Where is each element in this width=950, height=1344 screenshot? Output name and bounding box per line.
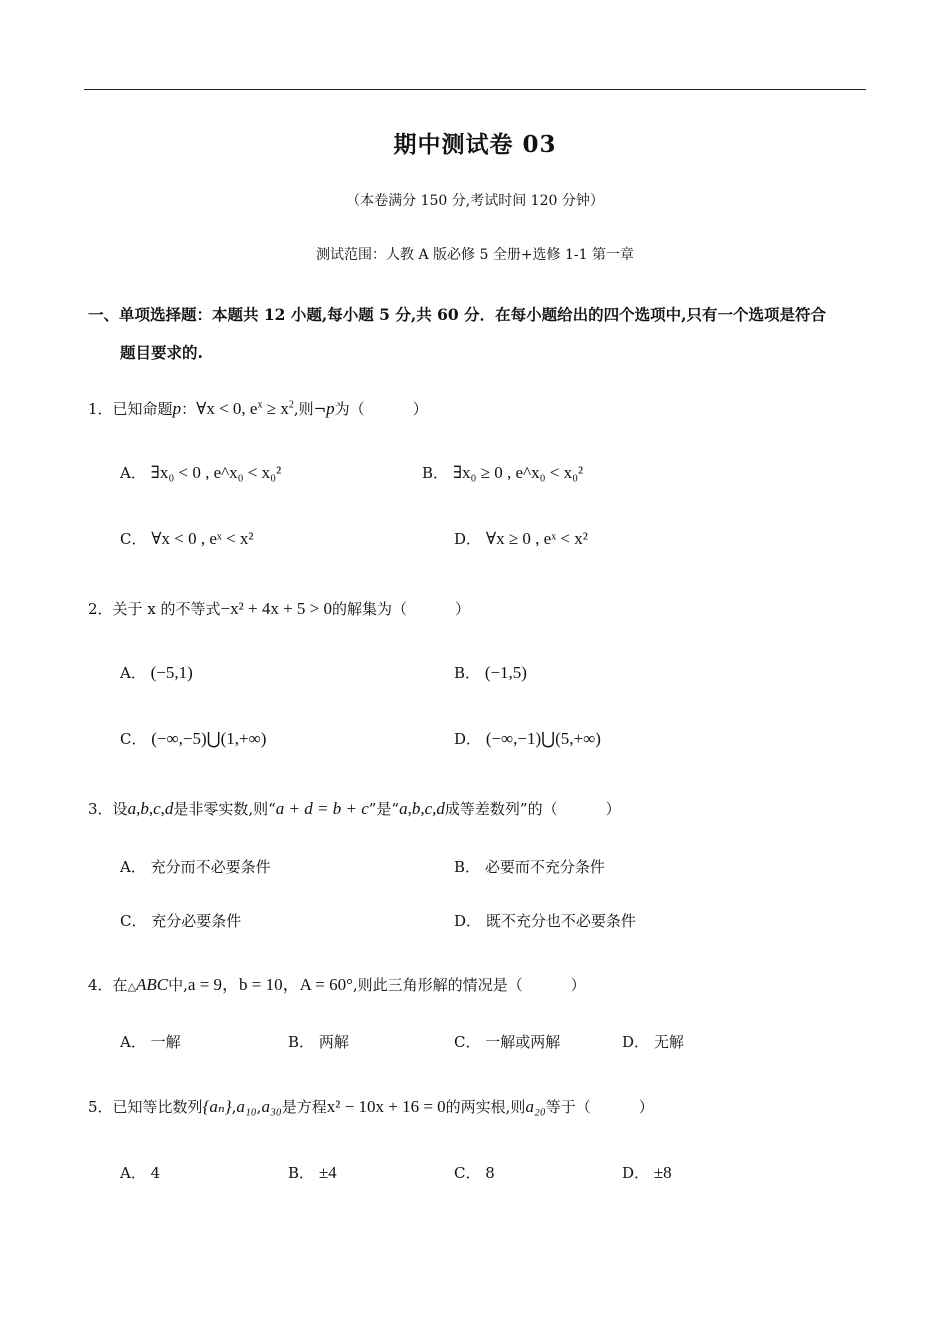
- question-number: 1．: [88, 400, 113, 418]
- math-expression: a + d = b + c: [275, 799, 369, 818]
- section-heading: [88, 296, 868, 372]
- option-2a[interactable]: A． (−5,1): [120, 663, 193, 682]
- question-5: 5．已知等比数列{aₙ},a₁₀,a₃₀是方程x² − 10x + 16 = 0的两实根,则a₂₀等于（ ）: [88, 1097, 654, 1116]
- option-3b[interactable]: B． 必要而不充分条件: [454, 858, 605, 876]
- page-title: 期中测试卷 03: [393, 131, 557, 158]
- option-2d[interactable]: D． (−∞,−1)⋃(5,+∞): [454, 729, 601, 748]
- triangle-icon: △: [127, 980, 137, 993]
- header-rule: [84, 89, 866, 90]
- option-1c[interactable]: C． ∀x < 0 , eˣ < x²: [120, 529, 254, 548]
- option-3d[interactable]: D． 既不充分也不必要条件: [454, 912, 636, 930]
- question-2: 2．关于 x 的不等式−x² + 4x + 5 > 0的解集为（ ）: [88, 599, 471, 618]
- section-heading-line2: 题目要求的.: [120, 343, 203, 362]
- section-heading-line1: 一、单项选择题：本题共 12 小题,每小题 5 分,共 60 分．在每小题给出的四个选项中,只有一个选项是符合: [88, 305, 826, 324]
- exam-info: （本卷满分 150 分,考试时间 120 分钟）: [346, 193, 604, 209]
- option-5d[interactable]: D． ±8: [622, 1163, 672, 1182]
- option-4d[interactable]: D． 无解: [622, 1033, 684, 1051]
- question-1: 1．已知命题p：∀x < 0, $e^x \ge x^2$,则¬p为（ ）: [88, 399, 428, 418]
- math-expression: a = 9，b = 10，A = 60°: [187, 975, 353, 994]
- option-1a[interactable]: A． ∃x₀ < 0 , e^x₀ < x₀²: [120, 463, 282, 482]
- option-5c[interactable]: C． 8: [454, 1164, 495, 1182]
- option-3a[interactable]: A． 充分而不必要条件: [120, 858, 271, 876]
- option-3c[interactable]: C． 充分必要条件: [120, 912, 242, 930]
- option-4a[interactable]: A． 一解: [120, 1033, 181, 1051]
- question-number: 3．: [88, 800, 113, 818]
- option-1b[interactable]: B． ∃x₀ ≥ 0 , e^x₀ < x₀²: [422, 463, 584, 482]
- math-expression: −x² + 4x + 5 > 0: [220, 599, 332, 618]
- math-expression: ∀x < 0, $e^x \ge x^2$: [196, 399, 294, 418]
- option-4b[interactable]: B． 两解: [288, 1033, 349, 1051]
- option-4c[interactable]: C． 一解或两解: [454, 1033, 561, 1051]
- question-4: 4．在△ABC中,a = 9，b = 10，A = 60°,则此三角形解的情况是（ ）: [88, 975, 586, 994]
- question-number: 2．: [88, 600, 113, 618]
- test-scope: 测试范围：人教 A 版必修 5 全册+选修 1-1 第一章: [316, 247, 634, 263]
- option-5a[interactable]: A． 4: [120, 1164, 161, 1182]
- option-2c[interactable]: C． (−∞,−5)⋃(1,+∞): [120, 729, 267, 748]
- option-2b[interactable]: B． (−1,5): [454, 663, 527, 682]
- option-5b[interactable]: B． ±4: [288, 1163, 337, 1182]
- option-1d[interactable]: D． ∀x ≥ 0 , eˣ < x²: [454, 529, 588, 548]
- question-3: 3．设a,b,c,d是非零实数,则“a + d = b + c”是“a,b,c,d成等差数列”的（ ）: [88, 799, 621, 818]
- question-text: 已知命题: [112, 400, 173, 418]
- question-number: 5．: [88, 1098, 113, 1116]
- question-number: 4．: [88, 976, 113, 994]
- math-expression: x² − 10x + 16 = 0: [326, 1097, 446, 1116]
